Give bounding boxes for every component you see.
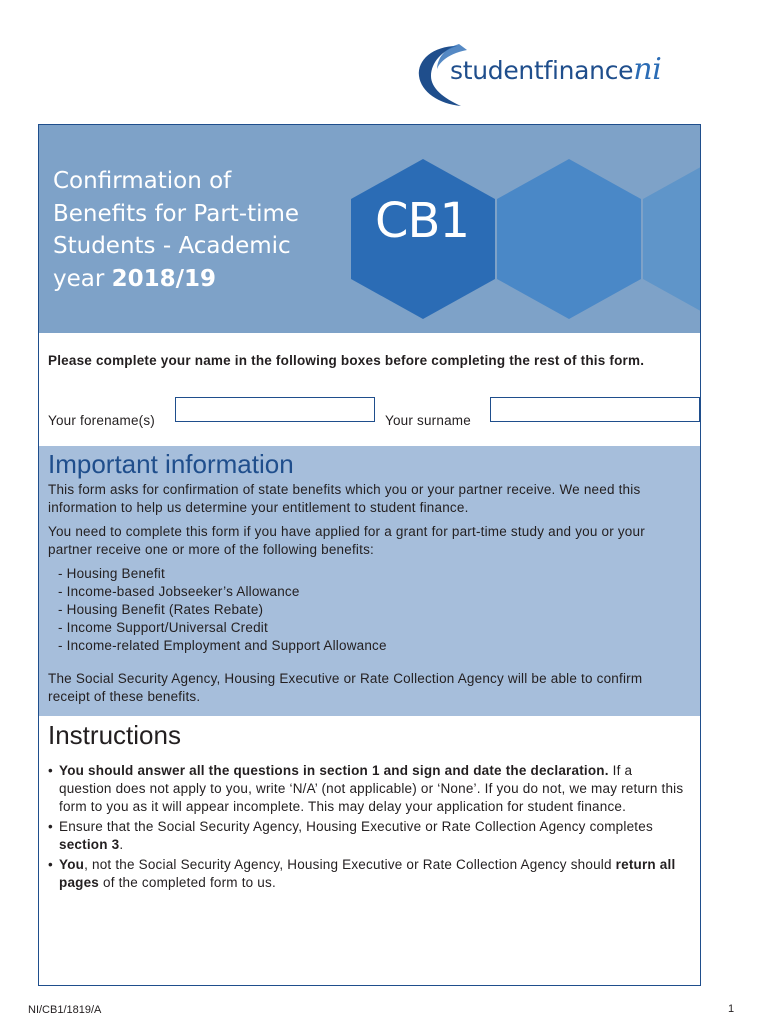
instruction-3-bold-2: return all pages <box>59 857 676 890</box>
surname-label: Your surname <box>385 413 471 428</box>
form-title <box>53 165 343 295</box>
list-item: - Housing Benefit <box>58 566 165 581</box>
bullet-icon: • <box>48 763 53 778</box>
form-frame <box>38 124 701 986</box>
page-number: 1 <box>728 1003 735 1015</box>
name-instruction: Please complete your name in the following boxes before completing the rest of this form. <box>48 353 645 368</box>
important-paragraph-3: The Social Security Agency, Housing Executive or Rate Collection Agency will be able to confirm receipt of these benefits. <box>48 671 643 704</box>
instruction-3-text-1: , not the Social Security Agency, Housing Executive or Rate Collection Agency should <box>84 857 616 872</box>
important-information-section <box>39 446 700 716</box>
important-paragraph-1: This form asks for confirmation of state benefits which you or your partner receive. We need this information to help us determine your entitlement to student finance. <box>48 482 641 515</box>
title-line-2: Benefits for Part-time <box>53 200 300 227</box>
list-item: - Housing Benefit (Rates Rebate) <box>58 602 264 617</box>
instructions-section <box>39 716 700 986</box>
instructions-list <box>48 762 688 894</box>
list-item: - Income Support/Universal Credit <box>58 620 268 635</box>
title-banner <box>39 125 700 333</box>
list-item: - Income-related Employment and Support Allowance <box>58 638 387 653</box>
list-item <box>48 818 688 854</box>
benefits-list <box>58 565 387 655</box>
forename-label: Your forename(s) <box>48 413 156 428</box>
instructions-heading: Instructions <box>48 720 181 750</box>
list-item <box>48 856 688 892</box>
instruction-3-text-2: of the completed form to us. <box>99 875 276 890</box>
form-reference: NI/CB1/1819/A <box>28 1004 102 1016</box>
forename-field[interactable] <box>175 397 375 422</box>
surname-field[interactable] <box>490 397 700 422</box>
instruction-3-bold-1: You <box>59 857 85 872</box>
name-section <box>39 333 700 446</box>
instruction-1-text: If a question does not apply to you, write ‘N/A’ (not applicable) or ‘None’. If you do not, we may return this form to you as it will appear incomplete. This may delay your application for student finance. <box>59 763 684 814</box>
title-line-4 <box>53 263 343 296</box>
student-finance-ni-logo <box>415 40 715 110</box>
bullet-icon: • <box>48 857 53 872</box>
instruction-2-bold: section 3 <box>59 837 120 852</box>
form-code: CB1 <box>375 193 469 249</box>
instruction-2-text: Ensure that the Social Security Agency, Housing Executive or Rate Collection Agency completes <box>59 819 653 834</box>
title-year-prefix: year <box>53 265 112 292</box>
logo-text <box>450 52 662 87</box>
bullet-icon: • <box>48 819 53 834</box>
instruction-2-end: . <box>119 837 124 852</box>
logo-main-text: studentfinance <box>450 56 634 85</box>
title-year: 2018/19 <box>111 265 217 292</box>
important-heading: Important information <box>48 449 294 479</box>
title-line-3: Students - Academic <box>53 233 291 259</box>
list-item: - Income-based Jobseeker’s Allowance <box>58 584 300 599</box>
instruction-1-bold: You should answer all the questions in section 1 and sign and date the declaration. <box>59 763 609 778</box>
title-line-1: Confirmation of <box>53 168 232 194</box>
logo-ni-text: ni <box>633 52 662 87</box>
list-item <box>48 762 688 816</box>
important-paragraph-2: You need to complete this form if you have applied for a grant for part-time study and you or your partner receive one or more of the following benefits: <box>48 524 645 557</box>
